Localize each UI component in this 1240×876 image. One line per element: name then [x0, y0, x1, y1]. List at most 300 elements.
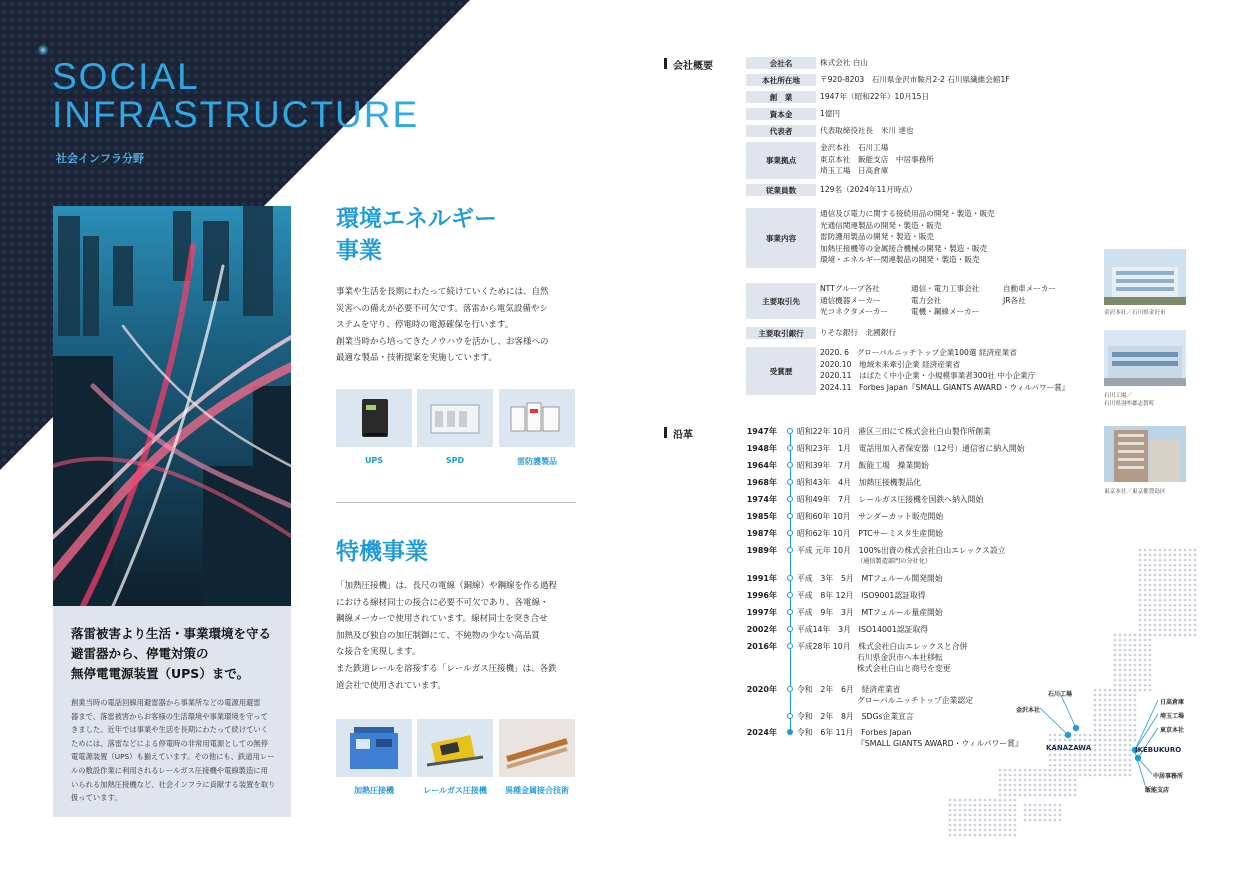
map-dot: [1119, 764, 1122, 767]
map-dot: [1119, 774, 1122, 777]
company-value-col3: [1003, 283, 1056, 306]
map-dot: [1074, 734, 1077, 737]
map-dot: [1084, 764, 1087, 767]
map-dot: [1114, 774, 1117, 777]
map-dot: [1039, 784, 1042, 787]
map-dot: [1074, 779, 1077, 782]
map-dot: [1094, 759, 1097, 762]
history-event-line: 平成14年 3月 ISO14001認証取得: [797, 625, 929, 634]
map-dot: [974, 829, 977, 832]
map-dot: [1134, 739, 1137, 742]
map-dot: [1044, 794, 1047, 797]
company-value-line: 金沢本社 石川工場: [820, 143, 889, 152]
map-dot: [1144, 549, 1147, 552]
map-dot: [1169, 564, 1172, 567]
map-dot: [1159, 569, 1162, 572]
map-dot: [1129, 689, 1132, 692]
map-dot: [1039, 769, 1042, 772]
map-dot: [1024, 769, 1027, 772]
map-dot: [1124, 694, 1127, 697]
special-body-line: 道会社で使用されています。: [336, 680, 446, 691]
map-dot: [989, 824, 992, 827]
map-dot: [1069, 779, 1072, 782]
map-dot: [1144, 619, 1147, 622]
map-dot: [1139, 609, 1142, 612]
company-label: 従業員数: [746, 184, 816, 196]
map-dot: [959, 829, 962, 832]
map-dot: [1114, 734, 1117, 737]
map-dot: [1179, 619, 1182, 622]
map-dot: [1144, 654, 1147, 657]
map-dot: [1059, 769, 1062, 772]
map-dot: [1114, 644, 1117, 647]
map-dot: [1009, 794, 1012, 797]
map-dot: [1119, 639, 1122, 642]
map-dot: [1184, 614, 1187, 617]
map-dot: [1059, 764, 1062, 767]
map-dot: [1109, 754, 1112, 757]
map-dot: [1059, 814, 1062, 817]
map-dot: [1124, 659, 1127, 662]
map-dot: [1064, 769, 1067, 772]
history-event-line: 昭和39年 7月 飯能工場 操業開始: [797, 461, 929, 470]
map-dot: [979, 829, 982, 832]
map-dot: [1029, 779, 1032, 782]
map-dot: [1134, 674, 1137, 677]
energy-section-body: [336, 284, 549, 367]
map-dot: [1089, 769, 1092, 772]
map-dot: [1099, 744, 1102, 747]
heat-press-welder-image: [336, 719, 412, 777]
map-dot: [1169, 624, 1172, 627]
company-value-line: 2020. 6 グローバルニッチトップ企業100選 経済産業省: [820, 348, 1017, 357]
map-dot: [1059, 754, 1062, 757]
map-dot: [1109, 759, 1112, 762]
map-dot: [959, 834, 962, 837]
map-dot: [1189, 599, 1192, 602]
map-dot: [964, 824, 967, 827]
history-event-line: 令和 6年 11月 Forbes Japan: [797, 728, 912, 737]
company-value-line: 光通信関連製品の開発・製造・販売: [820, 220, 942, 230]
map-dot: [1159, 624, 1162, 627]
map-dot: [1119, 634, 1122, 637]
map-dot: [1174, 624, 1177, 627]
map-dot: [1129, 769, 1132, 772]
timeline-dot: [787, 575, 793, 581]
map-dot: [1194, 554, 1197, 557]
map-dot: [1124, 689, 1127, 692]
map-dot: [1124, 734, 1127, 737]
map-dot: [1179, 584, 1182, 587]
map-dot: [1149, 574, 1152, 577]
map-dot: [1104, 709, 1107, 712]
map-dot: [1054, 784, 1057, 787]
map-dot: [999, 834, 1002, 837]
map-dot: [1194, 579, 1197, 582]
map-dot: [1164, 584, 1167, 587]
map-dot: [1144, 689, 1147, 692]
map-dot: [989, 804, 992, 807]
map-dot: [964, 809, 967, 812]
map-dot: [1144, 634, 1147, 637]
map-dot: [1069, 789, 1072, 792]
map-dot: [1194, 564, 1197, 567]
timeline-dot: [787, 609, 793, 615]
history-event: [797, 443, 1025, 454]
history-year: 1996年: [746, 591, 777, 600]
map-dot: [1009, 779, 1012, 782]
history-year: 1964年: [746, 461, 777, 470]
map-dot: [1129, 714, 1132, 717]
energy-body-line: 創業当時から培ってきたノウハウを活かし、お客様への: [336, 336, 549, 347]
history-year: 2016年: [746, 642, 777, 651]
company-value-line: 埼玉工場 日高倉庫: [820, 166, 889, 176]
map-dot: [1169, 604, 1172, 607]
map-dot: [1009, 814, 1012, 817]
map-label-saitama-factory: 埼玉工場: [1160, 713, 1185, 720]
history-event: [797, 511, 943, 522]
map-dot: [1034, 809, 1037, 812]
map-dot: [1084, 769, 1087, 772]
map-dot: [1114, 679, 1117, 682]
map-dot: [1134, 719, 1137, 722]
map-dot: [1094, 749, 1097, 752]
map-dot: [1089, 759, 1092, 762]
map-dot: [994, 819, 997, 822]
map-dot: [1099, 689, 1102, 692]
map-dot: [1129, 649, 1132, 652]
map-dot: [1154, 569, 1157, 572]
company-value-line: 電機・鋼線メーカー: [911, 307, 980, 317]
map-dot: [1194, 634, 1197, 637]
map-dot: [1119, 744, 1122, 747]
map-dot: [1144, 624, 1147, 627]
map-dot: [1184, 594, 1187, 597]
map-dot: [1059, 739, 1062, 742]
map-dot: [1004, 799, 1007, 802]
map-dot: [1189, 549, 1192, 552]
map-dot: [1009, 834, 1012, 837]
history-year: 2020年: [746, 685, 777, 694]
tokyo-hq-building-photo: [1104, 426, 1186, 482]
map-dot: [1019, 769, 1022, 772]
kanazawa-hq-building-photo: [1104, 249, 1186, 305]
map-dot: [1014, 824, 1017, 827]
map-dot: [1129, 639, 1132, 642]
special-body-line: 「加熱圧接機」は、長尺の電線（銅線）や鋼線を作る過程: [336, 581, 558, 591]
map-dot: [1124, 649, 1127, 652]
map-dot: [1114, 689, 1117, 692]
map-dot: [1024, 809, 1027, 812]
map-dot: [1164, 604, 1167, 607]
history-event-line: 株式会社白山と商号を変更: [857, 664, 951, 673]
company-value: 129名（2024年11月時点）: [820, 185, 917, 194]
map-dot: [1094, 709, 1097, 712]
map-dot: [1144, 564, 1147, 567]
map-dot: [1059, 789, 1062, 792]
map-dot: [1124, 709, 1127, 712]
map-dot: [1109, 694, 1112, 697]
blurb-body-line: 電電源装置（UPS）も揃えています。その他にも、鉄道用レー: [71, 752, 275, 762]
map-dot: [1074, 789, 1077, 792]
map-dot: [964, 814, 967, 817]
map-dot: [1119, 674, 1122, 677]
map-dot: [1139, 619, 1142, 622]
hero-subtitle: 社会インフラ分野: [56, 152, 144, 165]
map-dot: [1034, 769, 1037, 772]
map-dot: [1134, 729, 1137, 732]
map-dot: [1109, 689, 1112, 692]
map-dot: [1079, 764, 1082, 767]
map-dot: [1174, 604, 1177, 607]
timeline-dot: [787, 462, 793, 468]
map-label-kanazawa-hq: 金沢本社: [1016, 707, 1041, 714]
map-dot: [1179, 594, 1182, 597]
company-value-line: JR各社: [1003, 295, 1026, 305]
map-dot: [1149, 559, 1152, 562]
special-body-line: における線材同士の接合に必要不可欠であり、各電線・: [336, 597, 549, 608]
map-label-nakai-office: 中居事務所: [1153, 773, 1184, 780]
map-dot: [1119, 734, 1122, 737]
map-dot: [1014, 794, 1017, 797]
map-dot: [974, 809, 977, 812]
map-dot: [1174, 599, 1177, 602]
blurb-body: [71, 696, 277, 805]
map-dot: [1014, 799, 1017, 802]
map-leader-line: [1040, 708, 1068, 735]
map-dot: [1129, 669, 1132, 672]
map-dot: [1094, 719, 1097, 722]
map-dot: [1184, 554, 1187, 557]
map-dot: [1069, 739, 1072, 742]
map-dot: [999, 774, 1002, 777]
map-dot: [1164, 609, 1167, 612]
map-dot: [1034, 804, 1037, 807]
map-dot: [1094, 734, 1097, 737]
timeline-dot: [787, 547, 793, 553]
map-dot: [1114, 674, 1117, 677]
company-overview-heading: 会社概要: [664, 57, 713, 72]
company-label: 主要取引銀行: [746, 327, 816, 339]
map-dot: [1169, 574, 1172, 577]
map-dot: [1184, 599, 1187, 602]
map-dot: [1139, 629, 1142, 632]
map-dot: [1134, 684, 1137, 687]
map-dot: [1049, 784, 1052, 787]
map-dot: [1004, 834, 1007, 837]
map-dot: [1169, 609, 1172, 612]
map-dot: [1014, 789, 1017, 792]
map-dot: [1034, 789, 1037, 792]
map-dot: [994, 804, 997, 807]
company-value-line: NTTグループ各社: [820, 284, 880, 293]
map-dot: [1119, 769, 1122, 772]
history-year: 1974年: [746, 495, 777, 504]
map-dot: [1094, 724, 1097, 727]
map-dot: [1129, 759, 1132, 762]
map-dot: [1059, 794, 1062, 797]
map-dot: [1159, 564, 1162, 567]
map-dot: [1149, 609, 1152, 612]
map-dot: [1069, 769, 1072, 772]
map-dot: [1009, 804, 1012, 807]
map-dot: [1104, 719, 1107, 722]
map-dot: [1009, 799, 1012, 802]
map-dot: [1109, 709, 1112, 712]
map-dot: [984, 804, 987, 807]
map-dot: [1029, 789, 1032, 792]
blurb-body-line: 創業当時の電話回線用避雷器から事業所などの電源用避雷: [71, 698, 261, 707]
map-dot: [1194, 604, 1197, 607]
map-dot: [1184, 574, 1187, 577]
map-dot: [1119, 684, 1122, 687]
map-dot: [1179, 624, 1182, 627]
map-dot: [1189, 589, 1192, 592]
map-dot: [1159, 619, 1162, 622]
energy-body-line: 災害への備えが必要不可欠です。落雷から電気設備やシ: [336, 303, 548, 314]
map-dot: [1114, 754, 1117, 757]
map-dot: [1194, 584, 1197, 587]
map-dot: [1149, 619, 1152, 622]
map-dot: [1124, 674, 1127, 677]
map-dot: [1159, 584, 1162, 587]
map-dot: [1044, 774, 1047, 777]
map-dot: [1004, 819, 1007, 822]
map-dot: [1054, 759, 1057, 762]
map-dot: [1164, 634, 1167, 637]
map-dot: [969, 799, 972, 802]
map-dot: [974, 804, 977, 807]
map-dot: [1034, 819, 1037, 822]
map-dot: [1124, 774, 1127, 777]
company-label: 代表者: [746, 125, 816, 137]
map-dot: [1039, 819, 1042, 822]
map-dot: [1009, 789, 1012, 792]
map-dot: [1094, 699, 1097, 702]
map-dot: [1129, 654, 1132, 657]
map-label-hanno-branch: 飯能支店: [1145, 787, 1170, 794]
map-dot: [1114, 694, 1117, 697]
map-dot: [1149, 679, 1152, 682]
map-dot: [1169, 629, 1172, 632]
map-dot: [1154, 609, 1157, 612]
map-dot: [1119, 754, 1122, 757]
map-dot: [1069, 784, 1072, 787]
map-dot: [1084, 759, 1087, 762]
map-dot: [1144, 649, 1147, 652]
map-dot: [1009, 784, 1012, 787]
map-dot: [1009, 774, 1012, 777]
map-dot: [1144, 614, 1147, 617]
map-dot: [1104, 724, 1107, 727]
map-dot: [1044, 809, 1047, 812]
map-dot: [954, 829, 957, 832]
timeline-dot: [787, 729, 793, 735]
map-dot: [1099, 749, 1102, 752]
map-dot: [1074, 769, 1077, 772]
map-dot: [999, 829, 1002, 832]
map-dot: [1134, 654, 1137, 657]
map-dot: [1189, 594, 1192, 597]
map-dot: [1114, 649, 1117, 652]
company-value-line: 2020.10 地域未来牽引企業 経済産業省: [820, 359, 961, 369]
timeline-dot: [787, 530, 793, 536]
rail-gas-welder-image: [417, 719, 493, 777]
map-dot: [1119, 714, 1122, 717]
map-dot: [1184, 589, 1187, 592]
map-leader-line: [1060, 693, 1076, 728]
map-dot: [1114, 759, 1117, 762]
map-dot: [1144, 674, 1147, 677]
company-label: 事業内容: [746, 208, 816, 268]
company-value: りそな銀行 北國銀行: [820, 328, 896, 337]
map-dot: [974, 799, 977, 802]
map-dot: [1194, 619, 1197, 622]
map-dot: [1149, 634, 1152, 637]
map-dot: [999, 814, 1002, 817]
map-dot: [1194, 549, 1197, 552]
map-dot: [1149, 594, 1152, 597]
map-dot: [1054, 789, 1057, 792]
map-dot: [1009, 769, 1012, 772]
map-dot: [1144, 669, 1147, 672]
map-dot: [1149, 554, 1152, 557]
company-label: 会社名: [746, 57, 816, 69]
map-dot: [1119, 679, 1122, 682]
map-dot: [1054, 819, 1057, 822]
map-dot: [1024, 794, 1027, 797]
map-dot: [1154, 594, 1157, 597]
map-dot: [1164, 574, 1167, 577]
map-dot: [1129, 719, 1132, 722]
map-dot: [1069, 759, 1072, 762]
map-dot: [1079, 754, 1082, 757]
history-event-line: 『SMALL GIANTS AWARD・ウィルパワー賞』: [857, 739, 1023, 748]
map-dot: [1034, 814, 1037, 817]
map-dot: [1049, 774, 1052, 777]
map-dot: [1069, 754, 1072, 757]
map-dot: [1099, 699, 1102, 702]
blurb-body-line: きました。近年では事業や生活を長期にわたって続けていく: [71, 725, 269, 735]
map-dot: [1004, 794, 1007, 797]
map-dot: [1149, 584, 1152, 587]
history-year: 1989年: [746, 546, 777, 555]
map-dot: [989, 829, 992, 832]
map-dot: [1159, 549, 1162, 552]
map-dot: [1144, 609, 1147, 612]
map-dot: [1154, 564, 1157, 567]
map-dot: [949, 819, 952, 822]
map-dot: [1109, 729, 1112, 732]
map-dot: [1024, 819, 1027, 822]
map-dot: [1159, 594, 1162, 597]
map-dot: [994, 809, 997, 812]
map-dot: [949, 814, 952, 817]
map-dot: [1149, 564, 1152, 567]
map-dot: [1059, 804, 1062, 807]
map-dot: [949, 804, 952, 807]
history-event-line: 昭和22年 10月 港区三田にて株式会社白山製作所創業: [797, 427, 991, 436]
map-dot: [1034, 794, 1037, 797]
map-dot: [1064, 764, 1067, 767]
map-dot: [1044, 789, 1047, 792]
history-event-line: 平成 3年 5月 MTフェルール開発開始: [797, 574, 943, 583]
map-dot: [1109, 744, 1112, 747]
map-dot: [1139, 574, 1142, 577]
map-dot: [1009, 829, 1012, 832]
map-dot: [979, 819, 982, 822]
map-dot: [1074, 739, 1077, 742]
